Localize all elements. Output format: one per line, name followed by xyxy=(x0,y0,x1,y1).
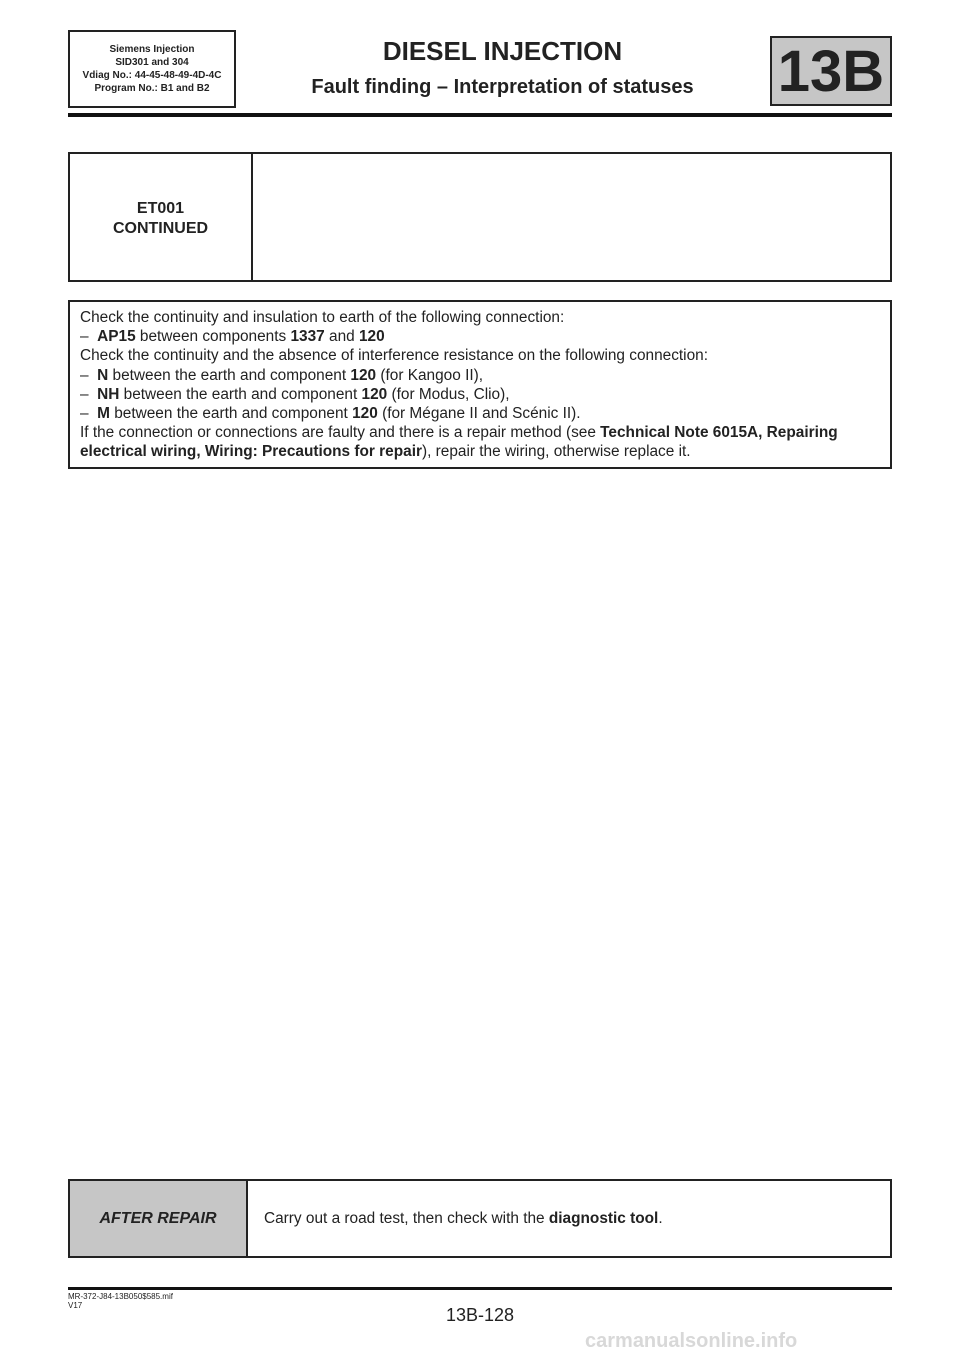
status-box xyxy=(68,152,892,282)
footer-divider xyxy=(68,1287,892,1290)
dash: – xyxy=(80,405,89,423)
item-text: (for Modus, Clio), xyxy=(387,385,510,403)
instruction-line: Check the continuity and the absence of interference resistance on the following connection: xyxy=(80,347,708,365)
instruction-item xyxy=(80,366,880,385)
section-badge: 13B xyxy=(770,36,892,106)
instruction-item xyxy=(80,385,880,404)
component-number: 120 xyxy=(361,385,388,403)
status-code-cell xyxy=(70,154,253,280)
technical-note-reference: Technical Note 6015A, Repairing electrical wiring, Wiring: Precautions for repair xyxy=(80,424,838,461)
file-reference: MR-372-J84-13B050$585.mif xyxy=(68,1292,173,1301)
item-text: between the earth and component xyxy=(108,366,351,384)
page-number: 13B-128 xyxy=(445,1305,515,1325)
after-repair-text-start: Carry out a road test, then check with the xyxy=(264,1210,549,1227)
after-repair-text xyxy=(264,1181,663,1256)
connection-code: N xyxy=(97,366,109,384)
item-text: (for Kangoo II), xyxy=(376,366,484,384)
instructions-box xyxy=(68,300,892,469)
component-number: 120 xyxy=(352,405,378,423)
instruction-line: Check the continuity and insulation to earth of the following connection: xyxy=(80,309,565,326)
status-code: ET001 xyxy=(136,200,185,217)
footer-reference xyxy=(68,1292,173,1310)
final-text: If the connection or connections are faulty and there is a repair method (see xyxy=(80,424,601,442)
version-label: V17 xyxy=(68,1301,83,1310)
component-number: 120 xyxy=(358,328,385,346)
page-subtitle: Fault finding – Interpretation of statuses xyxy=(311,76,694,98)
final-text: ), repair the wiring, otherwise replace it. xyxy=(421,443,691,461)
info-line-program: Program No.: B1 and B2 xyxy=(94,83,210,94)
info-line-model: SID301 and 304 xyxy=(115,57,189,68)
instruction-item xyxy=(80,327,880,346)
page-title: DIESEL INJECTION xyxy=(382,36,623,66)
connection-code: NH xyxy=(97,385,120,403)
dash: – xyxy=(80,366,89,384)
connection-code: AP15 xyxy=(97,328,136,346)
watermark-text: carmanualsonline.info xyxy=(585,1330,798,1352)
status-continued-label: CONTINUED xyxy=(112,220,209,237)
instruction-item xyxy=(80,404,880,423)
header-divider xyxy=(68,113,892,117)
component-number: 1337 xyxy=(290,328,325,346)
after-repair-box xyxy=(68,1179,892,1258)
after-repair-text-end: . xyxy=(658,1210,663,1227)
connection-code: M xyxy=(97,405,110,423)
instruction-final xyxy=(80,423,880,461)
item-text: between the earth and component xyxy=(109,405,353,423)
item-text: between components xyxy=(135,328,291,346)
item-text: between the earth and component xyxy=(119,385,362,403)
diagnostic-tool-term: diagnostic tool xyxy=(548,1210,659,1227)
item-text: (for Mégane II and Scénic II). xyxy=(377,405,581,423)
info-line-injection: Siemens Injection xyxy=(109,44,195,55)
after-repair-label: AFTER REPAIR xyxy=(70,1181,248,1256)
dash: – xyxy=(80,328,89,346)
info-line-vdiag: Vdiag No.: 44-45-48-49-4D-4C xyxy=(82,70,222,81)
dash: – xyxy=(80,385,89,403)
document-info-box xyxy=(68,30,236,108)
component-number: 120 xyxy=(350,366,377,384)
item-text: and xyxy=(324,328,359,346)
